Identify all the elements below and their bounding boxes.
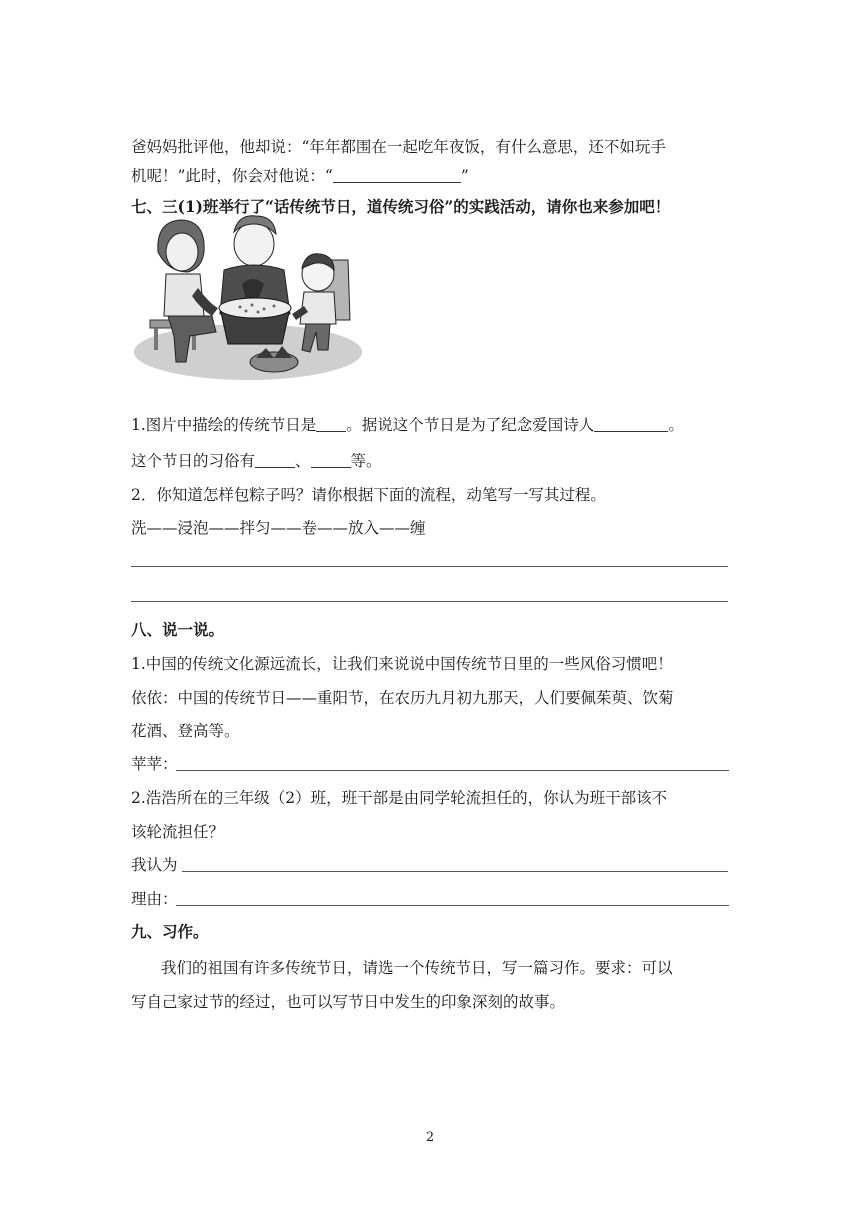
s6-line2-text: 机呢！”此时，你会对他说：“ [131,167,333,185]
s6-line2 [131,166,469,186]
s8-q2-line2: 该轮流担任？ [131,823,225,841]
s7-q1-text-e: 、 [295,452,311,470]
answer-line-2[interactable] [131,601,728,602]
s8-q2-line1: 2.浩浩所在的三年级（2）班，班干部是由同学轮流担任的，你认为班干部该不 [131,789,668,807]
s9-para-line1: 我们的祖国有许多传统节日，请选一个传统节日，写一篇习作。要求：可以 [161,959,673,977]
s7-q1-text-b: 。据说这个节日是为了纪念爱国诗人 [346,416,595,434]
s7-q1-text-a: 1.图片中描绘的传统节日是 [131,416,317,434]
answer-blank-custom-2[interactable] [311,451,351,468]
section8-title: 八、说一说。 [131,620,225,639]
answer-line-1[interactable] [131,566,728,567]
s7-q1-text-f: 等。 [350,452,382,470]
section9-title: 九、习作。 [131,922,209,941]
s6-line1: 爸妈妈批评他，他却说：“年年都围在一起吃年夜饭，有什么意思，还不如玩手 [131,138,666,156]
s7-q1-line1 [131,415,684,435]
s9-para-line2: 写自己家过节的经过，也可以写节日中发生的印象深刻的故事。 [131,993,566,1011]
answer-blank-reply[interactable] [333,166,461,183]
s7-q1-line2 [131,451,382,471]
answer-line-pingping[interactable] [176,770,729,771]
zongzi-family-illustration [128,212,368,392]
s8-liyou-label: 理由： [131,890,178,908]
s7-q1-text-c: 。 [668,416,684,434]
page-number: 2 [425,1130,435,1145]
s7-flow: 洗——浸泡——拌匀——卷——放入——缠 [131,519,426,537]
answer-line-opinion[interactable] [182,871,728,872]
answer-blank-festival[interactable] [316,415,346,432]
s6-quote-close: ” [460,167,469,185]
s8-woreng-label: 我认为 [131,856,178,874]
s8-pingping-label: 苹苹： [131,755,178,773]
s8-yiyi-line2: 花酒、登高等。 [131,722,240,740]
answer-blank-poet[interactable] [594,415,668,432]
s7-q2: 2．你知道怎样包粽子吗？请你根据下面的流程，动笔写一写其过程。 [131,486,606,504]
s8-q1: 1.中国的传统文化源远流长，让我们来说说中国传统节日里的一些风俗习惯吧！ [131,655,673,673]
answer-line-reason[interactable] [176,905,729,906]
answer-blank-custom-1[interactable] [255,451,295,468]
s8-yiyi-line1: 依依：中国的传统节日——重阳节，在农历九月初九那天，人们要佩茱萸、饮菊 [131,689,674,707]
section7-title: 七、三(1)班举行了“话传统节日，道传统习俗”的实践活动，请你也来参加吧！ [131,197,671,216]
s7-q1-text-d: 这个节日的习俗有 [131,452,256,470]
